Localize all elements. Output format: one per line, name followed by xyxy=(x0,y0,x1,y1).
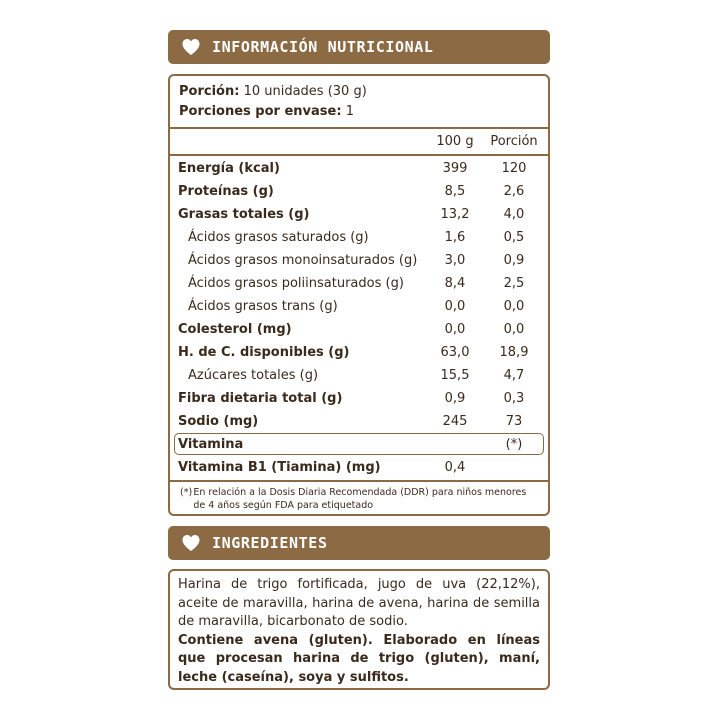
vitamin-b1-label: Vitamina B1 (Tiamina) (mg) xyxy=(178,459,381,475)
vitamin-b1-value: 0,4 xyxy=(444,459,466,475)
vitamin-note: (*) xyxy=(505,436,523,452)
nutrient-label: Ácidos grasos monoinsaturados (g) xyxy=(188,252,418,268)
nutrient-value-100g: 3,0 xyxy=(444,252,466,268)
nutrient-value-portion: 120 xyxy=(501,160,527,176)
nutrition-table xyxy=(168,74,550,516)
nutrient-row xyxy=(178,272,540,294)
nutrient-row xyxy=(178,295,540,317)
vitamin-b1-row xyxy=(178,456,540,478)
ingredients-text-block xyxy=(170,571,548,692)
divider xyxy=(170,127,548,129)
nutrient-label: Energía (kcal) xyxy=(178,160,280,176)
nutrient-label: Colesterol (mg) xyxy=(178,321,292,337)
footnote-text: En relación a la Dosis Diaria Recomendada (DDR) para niños menores de 4 años según FDA para etiquetado xyxy=(193,487,527,511)
nutrient-value-100g: 0,0 xyxy=(444,321,466,337)
nutrient-row xyxy=(178,341,540,363)
nutrient-row xyxy=(178,203,540,225)
nutrient-value-portion: 73 xyxy=(505,413,523,429)
ingredients-list: Harina de trigo fortificada, jugo de uva (22,12%), aceite de maravilla, harina de avena, harina de semilla de maravilla, bicarbonato de sodio. xyxy=(178,577,540,629)
nutrient-value-portion: 4,0 xyxy=(503,206,525,222)
column-header-portion: Porción xyxy=(490,133,538,149)
nutrient-value-100g: 0,9 xyxy=(444,390,466,406)
nutrient-value-portion: 0,9 xyxy=(503,252,525,268)
nutrient-row xyxy=(178,226,540,248)
nutrient-label: Ácidos grasos trans (g) xyxy=(188,298,338,314)
portion-info xyxy=(170,76,548,122)
nutrient-value-portion: 2,5 xyxy=(503,275,525,291)
portions-per-pack-label: Porciones por envase: xyxy=(179,104,342,119)
nutrient-row xyxy=(178,318,540,340)
portions-per-pack-value: 1 xyxy=(345,104,354,119)
nutrient-value-100g: 1,6 xyxy=(444,229,466,245)
divider xyxy=(170,480,548,482)
ingredients-title: INGREDIENTES xyxy=(212,534,328,552)
allergen-statement: Contiene avena (gluten). Elaborado en líneas que procesan harina de trigo (gluten), maní, leche (caseína), soya y sulfitos. xyxy=(178,632,540,685)
nutrient-label: Ácidos grasos saturados (g) xyxy=(188,229,369,245)
nutrient-value-portion: 0,0 xyxy=(503,298,525,314)
nutrient-row xyxy=(178,180,540,202)
nutrient-label: H. de C. disponibles (g) xyxy=(178,344,350,360)
nutrient-row xyxy=(178,410,540,432)
nutrient-value-portion: 0,3 xyxy=(503,390,525,406)
nutrient-value-100g: 8,5 xyxy=(444,183,466,199)
portion-size-value: 10 unidades (30 g) xyxy=(243,84,367,99)
nutrient-label: Sodio (mg) xyxy=(178,413,259,429)
footnote-mark: (*) xyxy=(180,487,193,498)
divider xyxy=(170,154,548,156)
heart-icon xyxy=(181,37,201,57)
nutrient-value-100g: 399 xyxy=(442,160,468,176)
column-headers xyxy=(178,130,540,152)
nutrient-label: Ácidos grasos poliinsaturados (g) xyxy=(188,275,404,291)
footnote xyxy=(180,486,538,512)
column-header-100g: 100 g xyxy=(436,133,474,149)
nutrient-value-100g: 245 xyxy=(442,413,468,429)
nutrient-value-100g: 8,4 xyxy=(444,275,466,291)
nutrient-value-portion: 2,6 xyxy=(503,183,525,199)
nutrient-value-portion: 0,0 xyxy=(503,321,525,337)
heart-icon xyxy=(181,533,201,553)
nutrient-value-100g: 13,2 xyxy=(440,206,470,222)
nutrient-label: Proteínas (g) xyxy=(178,183,274,199)
ingredients-header-banner xyxy=(168,526,550,560)
nutrient-value-100g: 63,0 xyxy=(440,344,470,360)
nutrition-title: INFORMACIÓN NUTRICIONAL xyxy=(212,38,434,56)
nutrient-value-100g: 15,5 xyxy=(440,367,470,383)
portion-size-label: Porción: xyxy=(179,84,240,99)
nutrient-row xyxy=(178,387,540,409)
nutrient-row xyxy=(178,249,540,271)
nutrient-label: Azúcares totales (g) xyxy=(188,367,319,383)
ingredients-box xyxy=(168,569,550,690)
nutrient-label: Fibra dietaria total (g) xyxy=(178,390,343,406)
vitamin-row xyxy=(178,433,540,455)
nutrient-value-portion: 4,7 xyxy=(503,367,525,383)
nutrient-label: Grasas totales (g) xyxy=(178,206,310,222)
nutrient-row xyxy=(178,364,540,386)
nutrient-value-portion: 18,9 xyxy=(499,344,529,360)
nutrient-value-portion: 0,5 xyxy=(503,229,525,245)
nutrition-header-banner xyxy=(168,30,550,64)
nutrient-value-100g: 0,0 xyxy=(444,298,466,314)
nutrient-row xyxy=(178,157,540,179)
vitamin-label: Vitamina xyxy=(178,436,244,452)
